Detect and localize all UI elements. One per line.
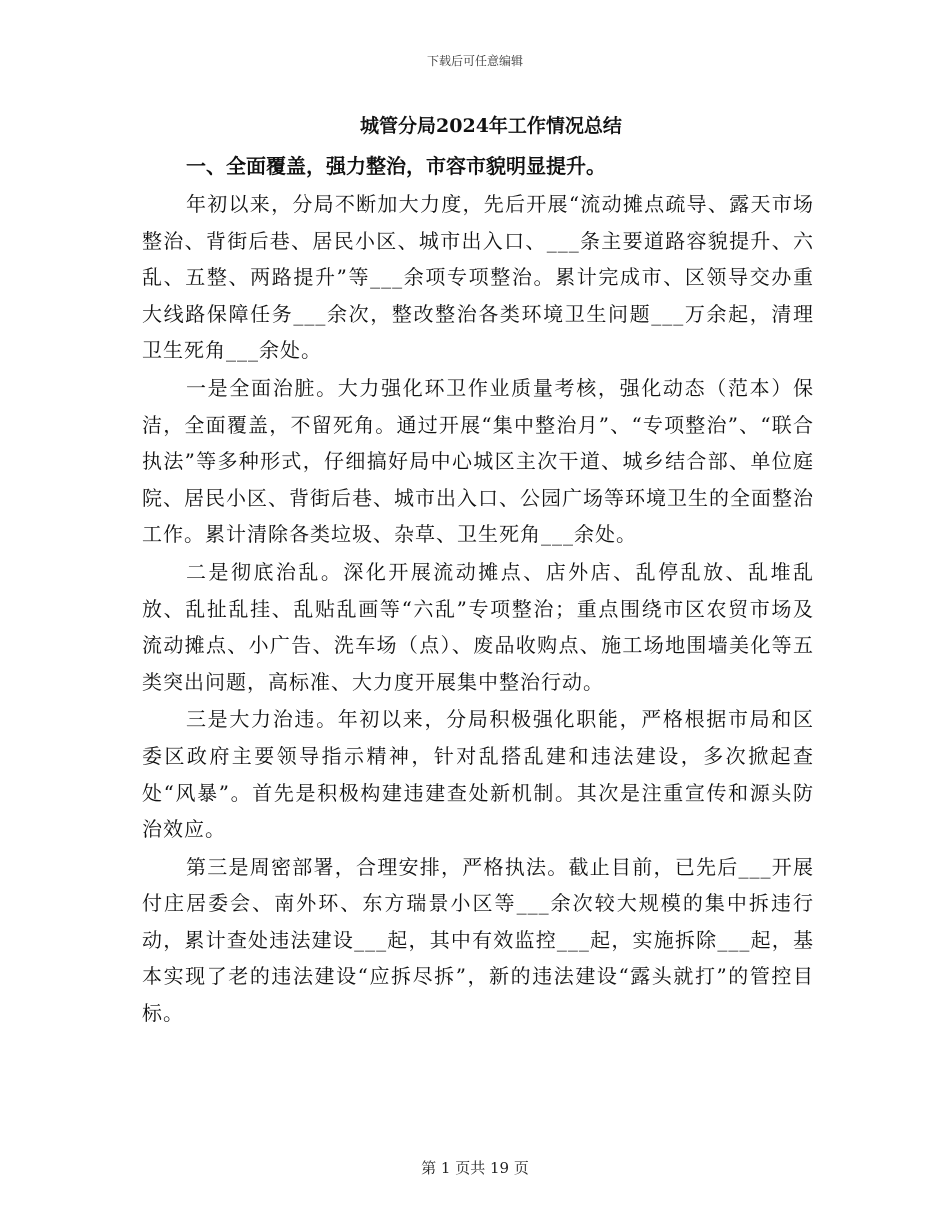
paragraph-violations: 三是大力治违。年初以来，分局积极强化职能，严格根据市局和区委区政府主要领导指示精神，针对乱搭乱建和违法建设，多次掀起查处“风暴”。首先是积极构建违建查处新机制。其次是注重宣传和源头防治效应。 [142,707,814,842]
document-title: 城管分局2024年工作情况总结 [360,115,622,137]
paragraph-intro: 年初以来，分局不断加大力度，先后开展“流动摊点疏导、露天市场整治、背街后巷、居民小区、城市出入口、___条主要道路容貌提升、六乱、五整、两路提升”等___余项专项整治。累计完成市、区领导交办重大线路保障任务___余次，整改整治各类环境卫生问题___万余起，清理卫生死角___余处。 [142,192,814,363]
page-header-note: 下载后可任意编辑 [426,54,523,68]
section-heading: 一、全面覆盖，强力整治，市容市貌明显提升。 [186,154,606,178]
page-footer-number: 第 1 页共 19 页 [421,1159,529,1177]
paragraph-enforcement: 第三是周密部署，合理安排，严格执法。截止目前，已先后___开展付庄居委会、南外环、东方瑞景小区等___余次较大规模的集中拆违行动，累计查处违法建设___起，其中有效监控___起，实施拆除___起，基本实现了老的违法建设“应拆尽拆”，新的违法建设“露头就打”的管控目标。 [142,854,814,1026]
document-body [142,108,814,1033]
paragraph-clean: 一是全面治脏。大力强化环卫作业质量考核，强化动态（范本）保洁，全面覆盖，不留死角。通过开展“集中整治月”、“专项整治”、“联合执法”等多种形式，仔细搞好局中心城区主次干道、城乡结合部、单位庭院、居民小区、背街后巷、城市出入口、公园广场等环境卫生的全面整治工作。累计清除各类垃圾、杂草、卫生死角___余处。 [142,375,814,547]
paragraph-order: 二是彻底治乱。深化开展流动摊点、店外店、乱停乱放、乱堆乱放、乱扯乱挂、乱贴乱画等“六乱”专项整治；重点围绕市区农贸市场及流动摊点、小广告、洗车场（点）、废品收购点、施工场地围墙美化等五类突出问题，高标准、大力度开展集中整治行动。 [142,559,814,694]
